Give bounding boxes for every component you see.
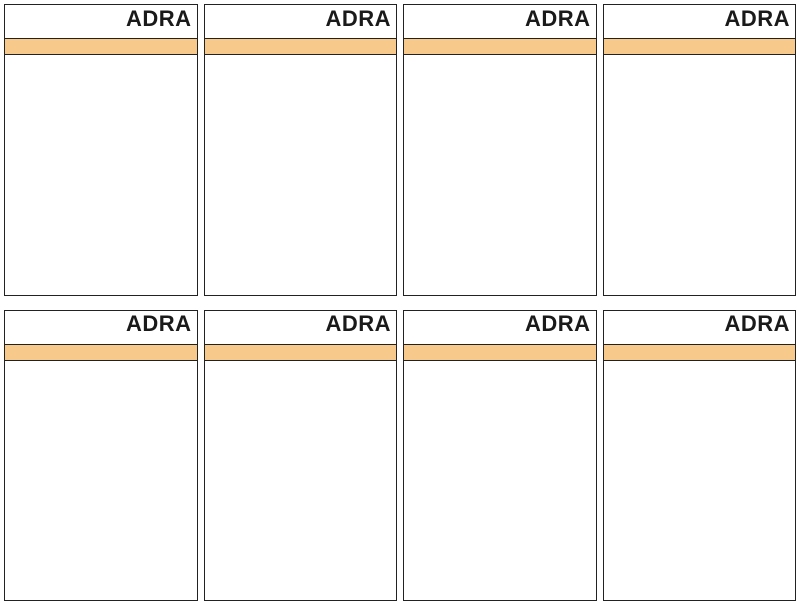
notice-line	[210, 454, 392, 468]
adra-logo	[325, 311, 391, 340]
notice-footer	[604, 585, 796, 600]
adra-logo-word: ADRA	[524, 311, 591, 336]
notice-body	[5, 361, 197, 586]
notice-line	[10, 469, 192, 483]
notice-line	[10, 178, 192, 192]
notices-page	[4, 4, 796, 601]
masthead	[404, 5, 596, 39]
notice-line	[10, 559, 192, 573]
notice-line	[609, 223, 791, 237]
notice-line	[10, 163, 192, 177]
notice-line	[10, 208, 192, 222]
notice-line	[409, 439, 591, 453]
adra-logo	[325, 5, 391, 35]
notice-line	[609, 439, 791, 453]
notice-line	[609, 88, 791, 102]
notice-box	[403, 4, 597, 296]
notice-line	[609, 118, 791, 132]
masthead	[205, 311, 397, 345]
notice-box	[4, 310, 198, 602]
notice-line	[609, 103, 791, 117]
notice-line	[210, 223, 392, 237]
notice-line	[10, 133, 192, 147]
notice-line	[210, 484, 392, 498]
notice-line	[10, 499, 192, 513]
notice-box	[403, 310, 597, 602]
notice-line	[409, 223, 591, 237]
notice-line	[609, 253, 791, 267]
notice-line	[210, 193, 392, 207]
notice-line	[10, 118, 192, 132]
notice-line	[210, 148, 392, 162]
notice-footer	[5, 585, 197, 600]
adra-logo	[524, 5, 591, 35]
notice-line	[210, 394, 392, 408]
notice-body	[205, 361, 397, 586]
notice-line	[10, 484, 192, 498]
notice-line	[609, 268, 791, 280]
adra-logo	[125, 311, 192, 340]
notice-footer	[205, 585, 397, 600]
notice-line	[210, 133, 392, 147]
notice-line	[609, 208, 791, 222]
adra-logo	[724, 5, 790, 35]
notice-line	[210, 118, 392, 132]
adra-logo-word: ADRA	[125, 311, 192, 336]
notice-line	[609, 529, 791, 543]
notice-line	[609, 409, 791, 423]
notice-line	[210, 163, 392, 177]
notice-footer	[604, 280, 796, 295]
notice-line	[609, 514, 791, 528]
notice-line	[10, 103, 192, 117]
notice-line	[210, 469, 392, 483]
notice-line	[10, 238, 192, 252]
notices-grid	[4, 4, 796, 601]
notice-box	[603, 4, 797, 296]
notice-line	[210, 439, 392, 453]
notice-line	[609, 499, 791, 513]
notice-footer	[404, 280, 596, 295]
notice-line	[210, 529, 392, 543]
notice-intro	[609, 364, 791, 378]
notice-line	[10, 193, 192, 207]
notice-line	[609, 133, 791, 147]
notice-line	[609, 484, 791, 498]
notice-line	[609, 178, 791, 192]
notice-line	[609, 574, 791, 586]
notice-intro	[210, 364, 392, 378]
notice-line	[210, 208, 392, 222]
notice-line	[10, 58, 192, 72]
notice-line	[409, 163, 591, 177]
notice-line	[10, 454, 192, 468]
adra-logo	[724, 311, 790, 340]
notice-line	[10, 439, 192, 453]
notice-subject-name	[10, 379, 192, 393]
notice-line	[210, 178, 392, 192]
notice-subject-name	[409, 379, 591, 393]
notice-header	[604, 345, 796, 361]
notice-line	[409, 424, 591, 438]
notice-line	[409, 193, 591, 207]
notice-line	[409, 268, 591, 280]
notice-line	[210, 238, 392, 252]
notice-line	[10, 268, 192, 280]
adra-logo-word: ADRA	[524, 5, 591, 31]
notice-line	[609, 544, 791, 558]
notice-box	[4, 4, 198, 296]
adra-logo-word: ADRA	[125, 5, 192, 31]
notice-line	[409, 118, 591, 132]
notice-body	[5, 55, 197, 280]
notice-line	[10, 394, 192, 408]
notice-line	[210, 424, 392, 438]
notice-line	[10, 514, 192, 528]
masthead	[5, 311, 197, 345]
notice-box	[204, 310, 398, 602]
notice-body	[205, 55, 397, 280]
masthead	[404, 311, 596, 345]
notice-line	[210, 88, 392, 102]
notice-header	[205, 345, 397, 361]
notice-body	[404, 361, 596, 586]
notice-header	[404, 345, 596, 361]
notice-body	[404, 55, 596, 280]
notice-line	[409, 148, 591, 162]
notice-line	[409, 559, 591, 573]
notice-line	[409, 454, 591, 468]
notice-line	[409, 574, 591, 586]
notice-line	[409, 484, 591, 498]
notice-line	[10, 88, 192, 102]
notice-line	[409, 253, 591, 267]
adra-logo-word: ADRA	[325, 5, 391, 31]
notice-line	[609, 148, 791, 162]
notice-line	[210, 514, 392, 528]
notice-line	[609, 193, 791, 207]
notice-line	[409, 88, 591, 102]
notice-line	[409, 238, 591, 252]
adra-logo-word: ADRA	[724, 311, 790, 336]
notice-line	[10, 544, 192, 558]
notice-footer	[205, 280, 397, 295]
notice-line	[609, 73, 791, 87]
adra-logo	[125, 5, 192, 35]
notice-intro	[409, 364, 591, 378]
notice-subject-name	[210, 379, 392, 393]
notice-line	[409, 409, 591, 423]
adra-logo	[524, 311, 591, 340]
notice-line	[409, 529, 591, 543]
notice-line	[210, 574, 392, 586]
notice-line	[409, 514, 591, 528]
notice-header	[404, 39, 596, 55]
notice-box	[204, 4, 398, 296]
notice-line	[10, 253, 192, 267]
notice-line	[409, 469, 591, 483]
notice-body	[604, 361, 796, 586]
notice-line	[409, 499, 591, 513]
notice-line	[10, 73, 192, 87]
notice-line	[609, 238, 791, 252]
notice-line	[609, 469, 791, 483]
notice-line	[210, 409, 392, 423]
notice-line	[609, 163, 791, 177]
notice-line	[210, 268, 392, 280]
notice-line	[10, 529, 192, 543]
notice-line	[210, 103, 392, 117]
notice-line	[10, 424, 192, 438]
notice-line	[210, 544, 392, 558]
adra-logo-word: ADRA	[325, 311, 391, 336]
notice-line	[10, 574, 192, 586]
notice-footer	[5, 280, 197, 295]
notice-line	[609, 394, 791, 408]
notice-line	[10, 223, 192, 237]
notice-line	[409, 133, 591, 147]
notice-header	[205, 39, 397, 55]
notice-body	[604, 55, 796, 280]
notice-line	[409, 73, 591, 87]
notice-line	[210, 499, 392, 513]
notice-line	[210, 253, 392, 267]
notice-line	[10, 148, 192, 162]
notice-line	[210, 58, 392, 72]
notice-footer	[404, 585, 596, 600]
notice-line	[609, 454, 791, 468]
notice-line	[210, 73, 392, 87]
notice-line	[609, 559, 791, 573]
notice-subject-name	[609, 379, 791, 393]
notice-header	[604, 39, 796, 55]
notice-line	[409, 103, 591, 117]
notice-header	[5, 39, 197, 55]
adra-logo-word: ADRA	[724, 5, 790, 31]
masthead	[5, 5, 197, 39]
masthead	[205, 5, 397, 39]
notice-header	[5, 345, 197, 361]
notice-line	[409, 544, 591, 558]
notice-intro	[10, 364, 192, 378]
notice-line	[210, 559, 392, 573]
notice-line	[10, 409, 192, 423]
notice-line	[409, 178, 591, 192]
notice-line	[409, 208, 591, 222]
notice-line	[409, 58, 591, 72]
notice-line	[609, 424, 791, 438]
masthead	[604, 311, 796, 345]
notice-line	[609, 58, 791, 72]
notice-line	[409, 394, 591, 408]
notice-box	[603, 310, 797, 602]
masthead	[604, 5, 796, 39]
